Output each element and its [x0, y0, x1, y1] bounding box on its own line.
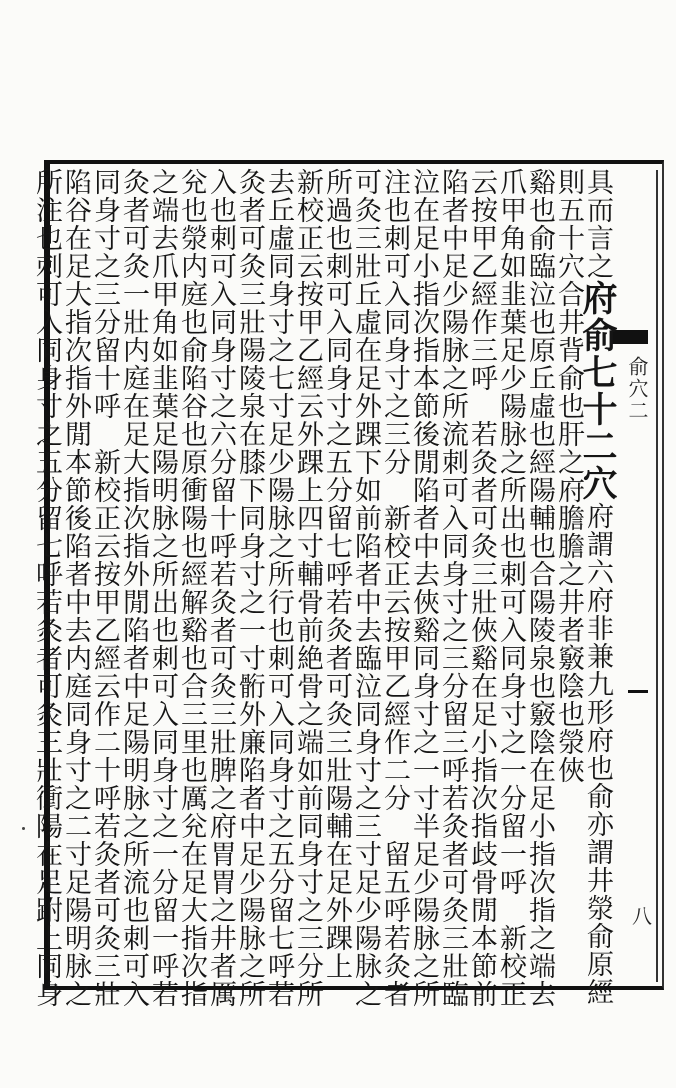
- text-column: 谿也俞臨泣也原丘虛也經陽輔也合陽陵泉也竅陰在足小指次指之端去: [524, 168, 555, 1008]
- text-column: 兊也滎内庭也俞陷谷也原衝陽也經解谿也合三里也厲兊在足大指次指: [176, 168, 207, 1008]
- fold-label: 俞穴二: [625, 356, 649, 422]
- main-text-block: [31, 168, 618, 1008]
- text-column: 去丘虛同身寸之七寸足少陽脉之所行也刺可入同身寸之五分留七呼若: [263, 168, 294, 1008]
- lower-margin-mark: 八: [632, 904, 652, 928]
- text-column: 可灸三壯丘虛在足外踝下如前陷者中去臨泣同身寸之三寸足少陽脉之: [350, 168, 381, 1008]
- fold-margin: [612, 330, 652, 490]
- fold-dash-mark: [628, 690, 648, 693]
- text-column: 之端去爪甲角如韭葉足陽明脉之所出也刺可入同身寸之一分留一呼若: [147, 168, 178, 1008]
- text-column: 新校正云按甲乙經云外踝上四寸輔骨前絶骨之端如前同身寸之三分所: [292, 168, 323, 1008]
- column-text-post: 府謂六府非兼九形府也俞亦謂井滎俞原經: [582, 502, 613, 1006]
- text-column: 同身寸之三分留十呼 新校正云按甲乙經云作二十呼若灸者可灸三壯: [89, 168, 120, 1008]
- text-column: 泣在足小指次指本節後閒陷者中去俠谿同身寸之一寸半足少陽脉之所: [408, 168, 439, 1008]
- section-heading: 府俞七十二穴: [577, 280, 618, 502]
- text-column: 爪甲角如韭葉足少陽脉之所出也刺可入同身寸之一分留一呼 新校正: [495, 168, 526, 1008]
- column-text-pre: 具而言之: [582, 168, 613, 280]
- text-column: 注也刺可入同身寸之三分 新校正云按甲乙經作二分 留五呼若灸者: [379, 168, 410, 1008]
- text-column: 則五十穴合井背俞也肝之府膽膽之井者竅陰也滎俠: [553, 168, 584, 784]
- text-column: [577, 168, 618, 1006]
- spine-border-line: [656, 170, 658, 982]
- text-column: 云按甲乙經作三呼 若灸者可灸三壯俠谿在足小指次指歧骨閒本節前: [466, 168, 497, 1008]
- text-column: 灸者可灸一壯内庭在足大指次指外閒陷者中足陽明脉之所流也刺可入: [118, 168, 149, 1008]
- stray-ink-dot: [22, 827, 25, 830]
- text-column: 所過也刺可入同身寸之五分留七呼若灸者可灸三壯陽輔在足外踝上: [321, 168, 352, 980]
- text-column: 灸者可灸三壯陽陵泉在膝下同身寸之一寸䯒外廉陷者中足少陽脉之所: [234, 168, 265, 1008]
- text-column: 入也刺可入同身寸之六分留十呼若灸者可灸三壯脾之府胃胃之井者厲: [205, 168, 236, 1008]
- text-column: 陷谷在足大指次指外閒本節後陷者中去内庭同身寸之二寸足陽明脉之: [60, 168, 91, 1008]
- text-column: 所注也刺可入同身寸之五分留七呼若灸者可灸三壯衝陽在足跗上同身: [31, 168, 62, 1008]
- text-column: 陷者中足少陽脉之所流刺可入同身寸之三分留三呼若灸者可灸三壯臨: [437, 168, 468, 1008]
